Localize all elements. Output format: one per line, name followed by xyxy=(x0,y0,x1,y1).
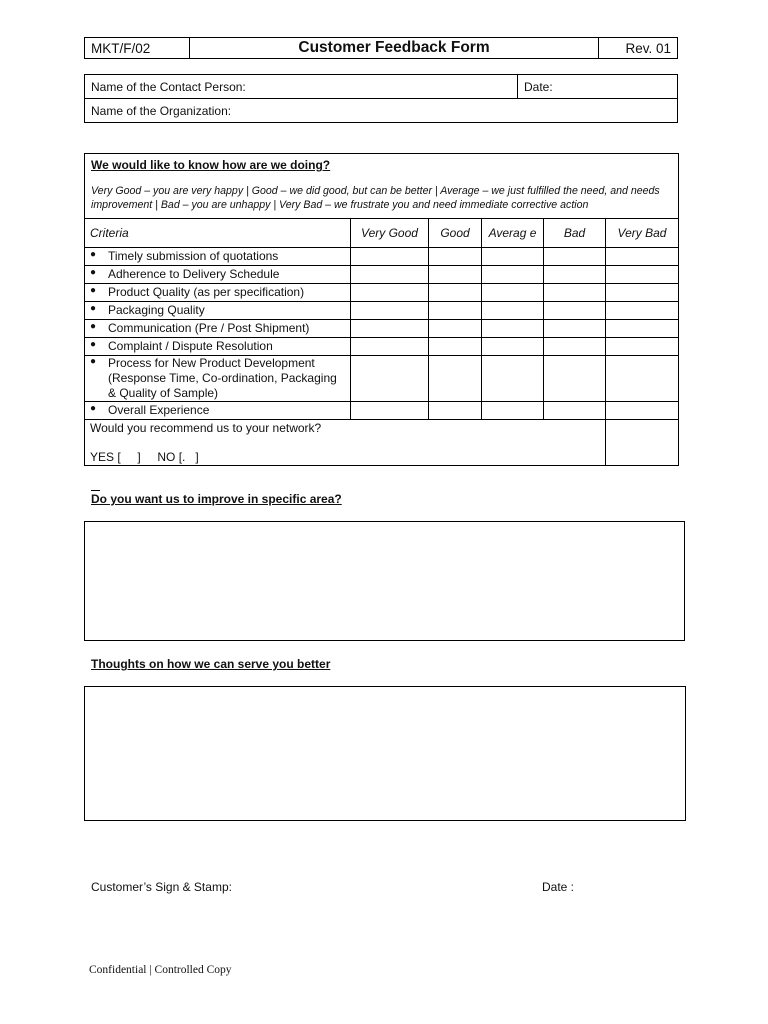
rating-cell-average[interactable] xyxy=(482,320,544,338)
rating-cell-very-bad[interactable] xyxy=(606,284,679,302)
rating-cell-very-bad[interactable] xyxy=(606,338,679,356)
thoughts-heading: Thoughts on how we can serve you better xyxy=(91,657,331,671)
signature-date-label: Date : xyxy=(542,880,575,894)
criteria-label: Packaging Quality xyxy=(108,303,205,317)
rating-cell-good[interactable] xyxy=(429,284,482,302)
column-header-good: Good xyxy=(429,219,482,248)
bullet-icon: ● xyxy=(90,303,97,314)
rating-cell-average[interactable] xyxy=(482,338,544,356)
rating-cell-bad[interactable] xyxy=(544,356,606,402)
rating-cell-good[interactable] xyxy=(429,338,482,356)
rating-cell-bad[interactable] xyxy=(544,302,606,320)
rating-column-headers xyxy=(85,219,679,248)
recommend-row xyxy=(85,420,679,466)
criteria-label: Adherence to Delivery Schedule xyxy=(108,267,280,281)
rating-scale-description: Very Good – you are very happy | Good – we did good, but can be better | Average – we just fulfilled the need, and needs improvement | Bad – you are unhappy | Very Bad – we frustrate you and need immediate corrective action xyxy=(91,185,660,211)
rating-cell-very-bad[interactable] xyxy=(606,356,679,402)
rating-cell-good[interactable] xyxy=(429,302,482,320)
rating-cell-good[interactable] xyxy=(429,248,482,266)
rating-cell-good[interactable] xyxy=(429,266,482,284)
footer-confidential: Confidential | Controlled Copy xyxy=(89,964,232,976)
form-header xyxy=(84,37,678,59)
rating-cell-very-bad[interactable] xyxy=(606,248,679,266)
column-header-criteria: Criteria xyxy=(85,219,351,248)
contact-person-field[interactable]: Name of the Contact Person: xyxy=(85,75,518,99)
improve-heading: Do you want us to improve in specific area? xyxy=(91,492,342,506)
criteria-row xyxy=(85,302,679,320)
rating-cell-good[interactable] xyxy=(429,320,482,338)
rating-cell-bad[interactable] xyxy=(544,284,606,302)
rating-cell-very-bad[interactable] xyxy=(606,402,679,420)
rating-cell-good[interactable] xyxy=(429,356,482,402)
rating-cell-very-good[interactable] xyxy=(351,302,429,320)
criteria-label: Timely submission of quotations xyxy=(108,249,279,263)
improve-answer-box[interactable] xyxy=(84,521,685,641)
recommend-answer-cell[interactable] xyxy=(606,420,679,466)
criteria-label: Process for New Product Development (Response Time, Co-ordination, Packaging & Quality of Sample) xyxy=(108,356,337,400)
recommend-options[interactable]: YES [ ] NO [. ] xyxy=(90,450,199,464)
rating-cell-bad[interactable] xyxy=(544,402,606,420)
rating-cell-average[interactable] xyxy=(482,302,544,320)
rating-heading: We would like to know how are we doing? xyxy=(91,158,331,172)
bullet-icon: ● xyxy=(90,267,97,278)
organization-field[interactable]: Name of the Organization: xyxy=(85,99,678,123)
rating-cell-very-good[interactable] xyxy=(351,402,429,420)
rating-cell-average[interactable] xyxy=(482,402,544,420)
contact-details-table xyxy=(84,74,678,123)
rating-cell-very-good[interactable] xyxy=(351,248,429,266)
rating-cell-very-good[interactable] xyxy=(351,356,429,402)
rating-cell-very-bad[interactable] xyxy=(606,302,679,320)
form-title: Customer Feedback Form xyxy=(190,38,599,59)
form-code: MKT/F/02 xyxy=(85,38,190,59)
recommend-question: Would you recommend us to your network? xyxy=(90,421,322,435)
rating-cell-very-good[interactable] xyxy=(351,338,429,356)
column-header-very-bad: Very Bad xyxy=(606,219,679,248)
criteria-label: Complaint / Dispute Resolution xyxy=(108,339,273,353)
rating-cell-bad[interactable] xyxy=(544,248,606,266)
rating-cell-very-bad[interactable] xyxy=(606,320,679,338)
criteria-label: Overall Experience xyxy=(108,403,210,417)
criteria-row xyxy=(85,284,679,302)
rating-cell-average[interactable] xyxy=(482,356,544,402)
rating-cell-average[interactable] xyxy=(482,266,544,284)
rating-cell-good[interactable] xyxy=(429,402,482,420)
bullet-icon: ● xyxy=(90,403,97,414)
form-revision: Rev. 01 xyxy=(599,38,678,59)
rating-cell-very-bad[interactable] xyxy=(606,266,679,284)
rating-table xyxy=(84,153,679,466)
rating-cell-bad[interactable] xyxy=(544,320,606,338)
bullet-icon: ● xyxy=(90,249,97,260)
criteria-row xyxy=(85,402,679,420)
bullet-icon: ● xyxy=(90,339,97,350)
column-header-bad: Bad xyxy=(544,219,606,248)
recommend-question-cell xyxy=(85,420,606,466)
bullet-icon: ● xyxy=(90,285,97,296)
rating-cell-bad[interactable] xyxy=(544,338,606,356)
criteria-label: Communication (Pre / Post Shipment) xyxy=(108,321,310,335)
rating-cell-average[interactable] xyxy=(482,284,544,302)
criteria-row xyxy=(85,248,679,266)
thoughts-answer-box[interactable] xyxy=(84,686,686,821)
criteria-row xyxy=(85,338,679,356)
date-field[interactable]: Date: xyxy=(518,75,678,99)
bullet-icon: ● xyxy=(90,356,97,367)
column-header-very-good: Very Good xyxy=(351,219,429,248)
rating-cell-very-good[interactable] xyxy=(351,320,429,338)
rating-cell-very-good[interactable] xyxy=(351,266,429,284)
bullet-icon: ● xyxy=(90,321,97,332)
rating-cell-bad[interactable] xyxy=(544,266,606,284)
rating-cell-very-good[interactable] xyxy=(351,284,429,302)
overline-mark xyxy=(91,490,100,491)
rating-intro xyxy=(85,154,679,219)
criteria-row xyxy=(85,356,679,402)
criteria-row xyxy=(85,320,679,338)
rating-cell-average[interactable] xyxy=(482,248,544,266)
customer-sign-label: Customer’s Sign & Stamp: xyxy=(91,880,232,894)
column-header-average: Averag e xyxy=(482,219,544,248)
criteria-row xyxy=(85,266,679,284)
criteria-label: Product Quality (as per specification) xyxy=(108,285,305,299)
